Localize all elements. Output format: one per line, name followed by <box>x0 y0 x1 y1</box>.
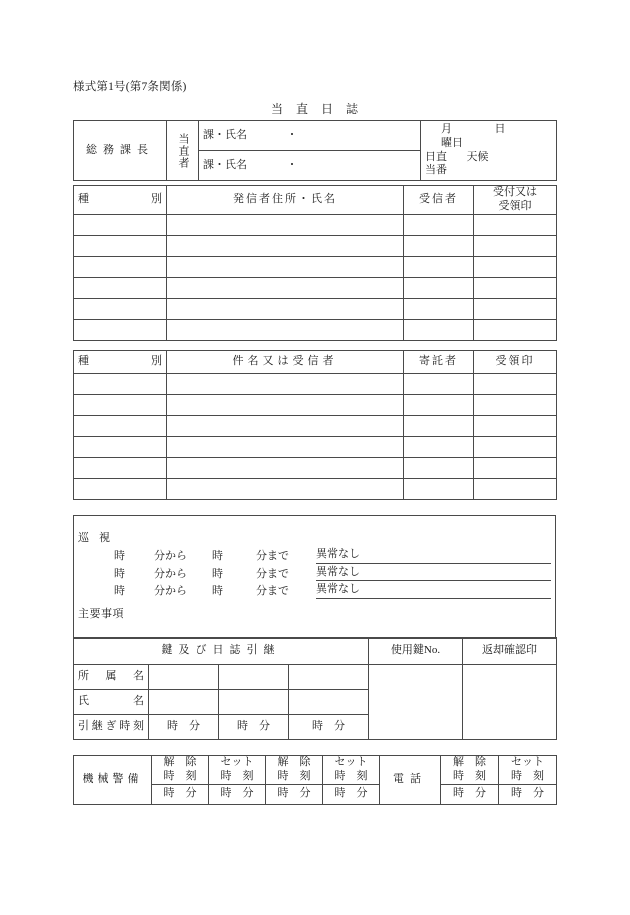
duty-person-row-2[interactable] <box>199 151 421 181</box>
patrol-2-hour2: 時 <box>212 567 223 580</box>
mail-header-receipt-seal <box>474 186 557 215</box>
tel-col-1-value[interactable]: 時 分 <box>441 784 499 804</box>
handover-time-label: 引継ぎ時刻 <box>74 715 149 740</box>
parcel-table-header-row <box>74 351 557 374</box>
day-duty-weather-line <box>425 151 552 165</box>
patrol-1-from: 分から <box>154 549 187 562</box>
name-value-1[interactable] <box>149 690 219 715</box>
duty-person-1-label: 課・氏名 <box>203 128 247 141</box>
weekday-label: 曜日 <box>441 136 463 149</box>
day-duty-label: 日直 <box>425 150 447 163</box>
mechanical-security-label: 機械警備 <box>82 772 143 785</box>
document-title: 当直日誌 <box>270 102 371 116</box>
mail-cell-sender[interactable] <box>167 256 404 277</box>
mail-table-header-row <box>74 186 557 215</box>
duty-person-label: 当直者 <box>177 132 189 169</box>
month-label: 月 <box>441 123 452 135</box>
name-value-2[interactable] <box>219 690 289 715</box>
parcel-cell-type[interactable] <box>74 374 167 395</box>
on-duty-label: 当番 <box>425 164 447 177</box>
handover-time-2[interactable]: 時 分 <box>219 715 289 740</box>
mech-col-1-header: 解 除 時 刻 <box>152 756 209 785</box>
parcel-cell-type[interactable] <box>74 458 167 479</box>
mail-cell-seal[interactable] <box>474 235 557 256</box>
parcel-cell-depositor[interactable] <box>404 479 474 500</box>
parcel-cell-depositor[interactable] <box>404 437 474 458</box>
key-handover-table <box>73 637 557 740</box>
mail-header-receipt-line1: 受付又は <box>493 186 537 198</box>
patrol-table <box>73 515 556 639</box>
table-row[interactable] <box>74 214 557 235</box>
date-weather-cell[interactable] <box>421 121 557 181</box>
parcel-table <box>73 350 557 500</box>
mail-cell-seal[interactable] <box>474 319 557 340</box>
mech-col-4-header: セット 時 刻 <box>323 756 380 785</box>
header-table <box>73 120 557 181</box>
mail-cell-type[interactable] <box>74 256 167 277</box>
parcel-cell-seal[interactable] <box>474 374 557 395</box>
telephone-label: 電話 <box>393 772 427 785</box>
mail-cell-receiver[interactable] <box>404 214 474 235</box>
patrol-1-note[interactable]: 異常なし <box>316 548 551 564</box>
section-chief-label: 総務課長 <box>86 143 154 156</box>
parcel-cell-subject[interactable] <box>167 458 404 479</box>
patrol-2-to: 分まで <box>256 567 289 580</box>
parcel-cell-type[interactable] <box>74 416 167 437</box>
mech-col-2-value[interactable]: 時 分 <box>209 784 266 804</box>
mech-col-1-value[interactable]: 時 分 <box>152 784 209 804</box>
patrol-3-to: 分まで <box>256 585 289 598</box>
parcel-header-receipt-seal: 受領印 <box>474 351 557 374</box>
mail-cell-sender[interactable] <box>167 277 404 298</box>
parcel-header-type: 種別 <box>74 351 167 374</box>
parcel-cell-depositor[interactable] <box>404 416 474 437</box>
mail-header-receipt-line2: 受領印 <box>498 199 532 212</box>
mail-cell-seal[interactable] <box>474 214 557 235</box>
mail-header-receiver: 受信者 <box>404 186 474 215</box>
parcel-cell-seal[interactable] <box>474 437 557 458</box>
mail-header-type: 種別 <box>74 186 167 215</box>
patrol-1-hour: 時 <box>114 549 125 562</box>
mail-table <box>73 185 557 341</box>
section-chief-cell[interactable] <box>74 121 167 181</box>
mail-cell-sender[interactable] <box>167 214 404 235</box>
patrol-3-note[interactable]: 異常なし <box>316 583 551 599</box>
used-key-no-value[interactable] <box>369 665 463 740</box>
patrol-3-from: 分から <box>154 585 187 598</box>
table-row[interactable] <box>74 437 557 458</box>
security-table <box>73 755 557 805</box>
return-confirm-header: 返却確認印 <box>463 638 557 665</box>
table-row[interactable] <box>74 298 557 319</box>
mail-cell-receiver[interactable] <box>404 235 474 256</box>
name-value-3[interactable] <box>289 690 369 715</box>
parcel-cell-type[interactable] <box>74 437 167 458</box>
patrol-2-hour: 時 <box>114 567 125 580</box>
table-row[interactable] <box>74 416 557 437</box>
used-key-no-header: 使用鍵No. <box>369 638 463 665</box>
parcel-cell-seal[interactable] <box>474 416 557 437</box>
affiliation-value-1[interactable] <box>149 665 219 690</box>
mail-cell-seal[interactable] <box>474 298 557 319</box>
patrol-3-hour: 時 <box>114 585 125 598</box>
main-items-label: 主要事項 <box>78 608 124 621</box>
mail-cell-type[interactable] <box>74 319 167 340</box>
table-row[interactable] <box>74 395 557 416</box>
table-row[interactable] <box>74 374 557 395</box>
parcel-cell-type[interactable] <box>74 395 167 416</box>
mail-cell-type[interactable] <box>74 214 167 235</box>
return-confirm-value[interactable] <box>463 665 557 740</box>
parcel-cell-seal[interactable] <box>474 458 557 479</box>
mail-cell-sender[interactable] <box>167 235 404 256</box>
mech-col-3-value[interactable]: 時 分 <box>266 784 323 804</box>
mail-cell-type[interactable] <box>74 298 167 319</box>
mech-col-4-value[interactable]: 時 分 <box>323 784 380 804</box>
parcel-cell-depositor[interactable] <box>404 458 474 479</box>
patrol-2-from: 分から <box>154 567 187 580</box>
parcel-cell-seal[interactable] <box>474 395 557 416</box>
mail-header-sender: 発信者住所・氏名 <box>167 186 404 215</box>
on-duty-line <box>425 164 552 178</box>
mechanical-security-label-cell <box>74 756 152 805</box>
patrol-row-3[interactable] <box>78 583 551 599</box>
mail-cell-type[interactable] <box>74 235 167 256</box>
mail-cell-seal[interactable] <box>474 256 557 277</box>
mail-cell-sender[interactable] <box>167 298 404 319</box>
patrol-1-hour2: 時 <box>212 549 223 562</box>
parcel-cell-depositor[interactable] <box>404 395 474 416</box>
parcel-cell-depositor[interactable] <box>404 374 474 395</box>
affiliation-label: 所属名 <box>74 665 149 690</box>
mail-cell-receiver[interactable] <box>404 256 474 277</box>
duty-person-2-label: 課・氏名 <box>203 158 247 171</box>
mail-cell-receiver[interactable] <box>404 298 474 319</box>
table-row[interactable] <box>74 479 557 500</box>
parcel-cell-subject[interactable] <box>167 395 404 416</box>
table-row[interactable] <box>74 277 557 298</box>
table-row[interactable] <box>74 256 557 277</box>
parcel-cell-subject[interactable] <box>167 374 404 395</box>
parcel-cell-subject[interactable] <box>167 416 404 437</box>
handover-time-1[interactable]: 時 分 <box>149 715 219 740</box>
duty-person-row-1[interactable] <box>199 121 421 151</box>
affiliation-value-3[interactable] <box>289 665 369 690</box>
table-row[interactable] <box>74 319 557 340</box>
table-row[interactable] <box>74 235 557 256</box>
day-label: 日 <box>494 123 506 135</box>
tel-col-2-value[interactable]: 時 分 <box>499 784 557 804</box>
key-handover-title: 鍵及び日誌引継 <box>161 644 281 657</box>
parcel-cell-seal[interactable] <box>474 479 557 500</box>
date-line <box>425 123 552 151</box>
affiliation-value-2[interactable] <box>219 665 289 690</box>
weather-label: 天候 <box>466 150 489 163</box>
key-handover-title-cell <box>74 638 369 665</box>
table-row[interactable] <box>74 458 557 479</box>
parcel-header-subject: 件名又は受信者 <box>167 351 404 374</box>
mail-cell-sender[interactable] <box>167 319 404 340</box>
patrol-3-hour2: 時 <box>212 585 223 598</box>
parcel-cell-type[interactable] <box>74 479 167 500</box>
mech-col-2-header: セット 時 刻 <box>209 756 266 785</box>
mail-cell-type[interactable] <box>74 277 167 298</box>
patrol-row-2[interactable] <box>78 566 551 582</box>
parcel-cell-subject[interactable] <box>167 437 404 458</box>
tel-col-2-header: セット 時 刻 <box>499 756 557 785</box>
mail-cell-receiver[interactable] <box>404 277 474 298</box>
duty-person-1-separator: ・ <box>286 128 298 141</box>
mail-cell-receiver[interactable] <box>404 319 474 340</box>
patrol-1-to: 分まで <box>256 549 289 562</box>
duty-person-2-separator: ・ <box>286 158 298 171</box>
form-number: 様式第1号(第7条関係) <box>73 81 187 93</box>
name-label: 氏名 <box>74 690 149 715</box>
patrol-section[interactable] <box>74 516 556 639</box>
table-row[interactable] <box>74 665 557 690</box>
patrol-title: 巡視 <box>78 532 120 545</box>
parcel-cell-subject[interactable] <box>167 479 404 500</box>
tel-col-1-header: 解 除 時 刻 <box>441 756 499 785</box>
patrol-row-1[interactable] <box>78 548 551 564</box>
patrol-2-note[interactable]: 異常なし <box>316 566 551 582</box>
parcel-header-depositor: 寄託者 <box>404 351 474 374</box>
handover-time-3[interactable]: 時 分 <box>289 715 369 740</box>
mail-cell-seal[interactable] <box>474 277 557 298</box>
mech-col-3-header: 解 除 時 刻 <box>266 756 323 785</box>
telephone-label-cell <box>380 756 441 805</box>
duty-person-label-cell <box>167 121 199 181</box>
